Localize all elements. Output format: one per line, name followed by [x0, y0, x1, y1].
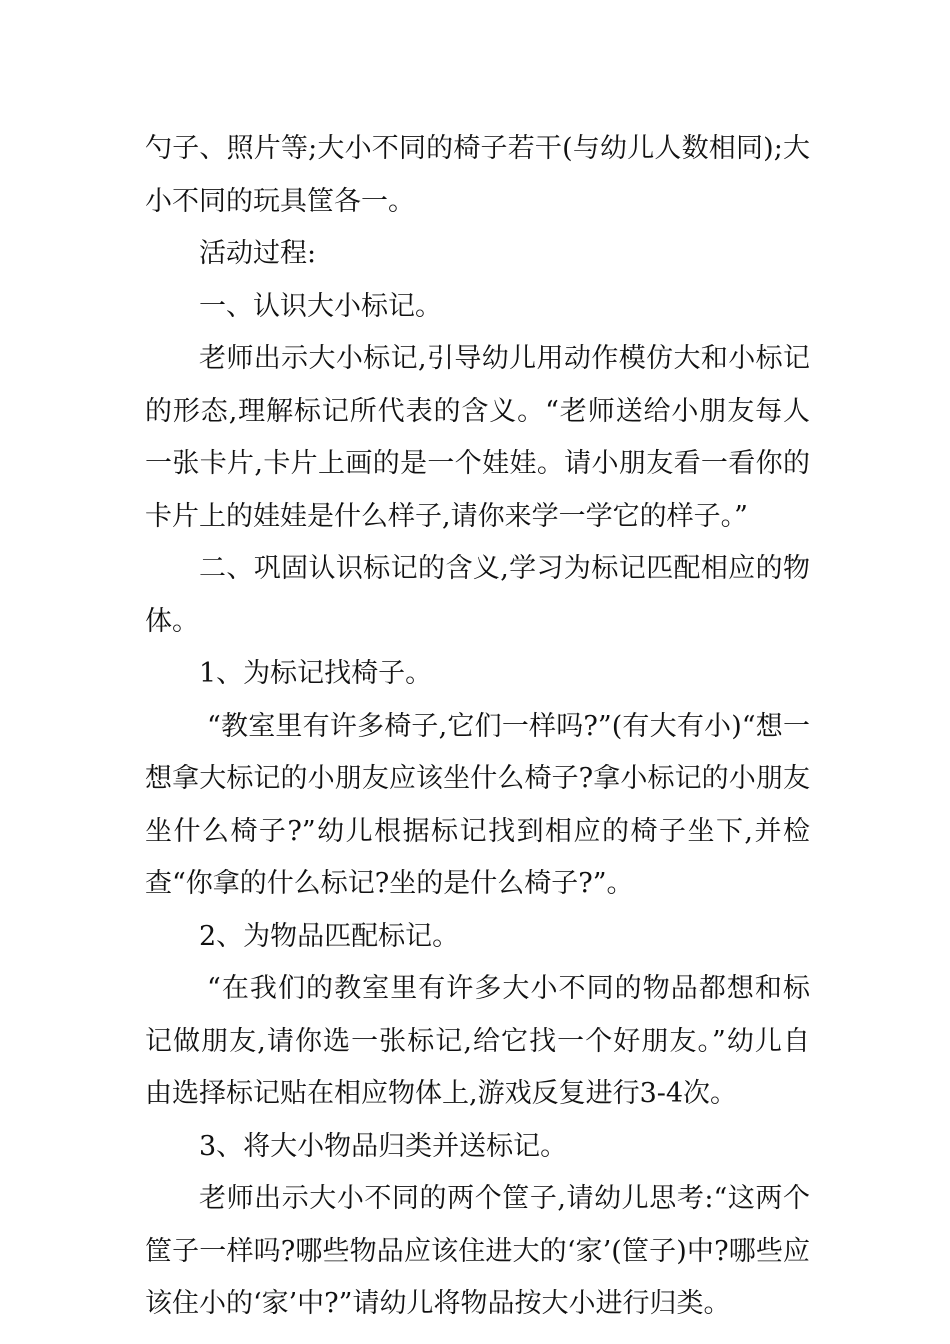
heading-step-1: 1、为标记找椅子。: [199, 658, 433, 689]
paragraph-step-1-body: “教室里有许多椅子,它们一样吗?”(有大有小)“想一想拿大标记的小朋友应该坐什么椅子?拿小标记的小朋友坐什么椅子?”幼儿根据标记找到相应的椅子坐下,并检查“你拿的什么标记?坐的是什么椅子?”。: [145, 710, 810, 899]
heading-step-3: 3、将大小物品归类并送标记。: [199, 1130, 568, 1162]
paragraph-step-3-body: 老师出示大小不同的两个筐子,请幼儿思考:“这两个筐子一样吗?哪些物品应该住进大的‘家’(筐子)中?哪些应该住小的‘家’中?”请幼儿将物品按大小进行归类。: [145, 1183, 810, 1319]
heading-section-2: 二、巩固认识标记的含义,学习为标记匹配相应的物体。: [145, 553, 810, 637]
heading-activity-process: 活动过程:: [199, 238, 317, 269]
heading-step-2: 2、为物品匹配标记。: [199, 920, 460, 952]
heading-section-1: 一、认识大小标记。: [199, 290, 442, 322]
paragraph-section-1-body: 老师出示大小标记,引导幼儿用动作模仿大和小标记的形态,理解标记所代表的含义。“老师送给小朋友每人一张卡片,卡片上画的是一个娃娃。请小朋友看一看你的卡片上的娃娃是什么样子,请你来学一学它的样子。”: [145, 343, 810, 532]
paragraph-materials: 勺子、照片等;大小不同的椅子若干(与幼儿人数相同);大小不同的玩具筐各一。: [145, 133, 810, 217]
paragraph-step-2-body: “在我们的教室里有许多大小不同的物品都想和标记做朋友,请你选一张标记,给它找一个好朋友。”幼儿自由选择标记贴在相应物体上,游戏反复进行3-4次。: [145, 973, 810, 1109]
document-page: [145, 123, 810, 1331]
